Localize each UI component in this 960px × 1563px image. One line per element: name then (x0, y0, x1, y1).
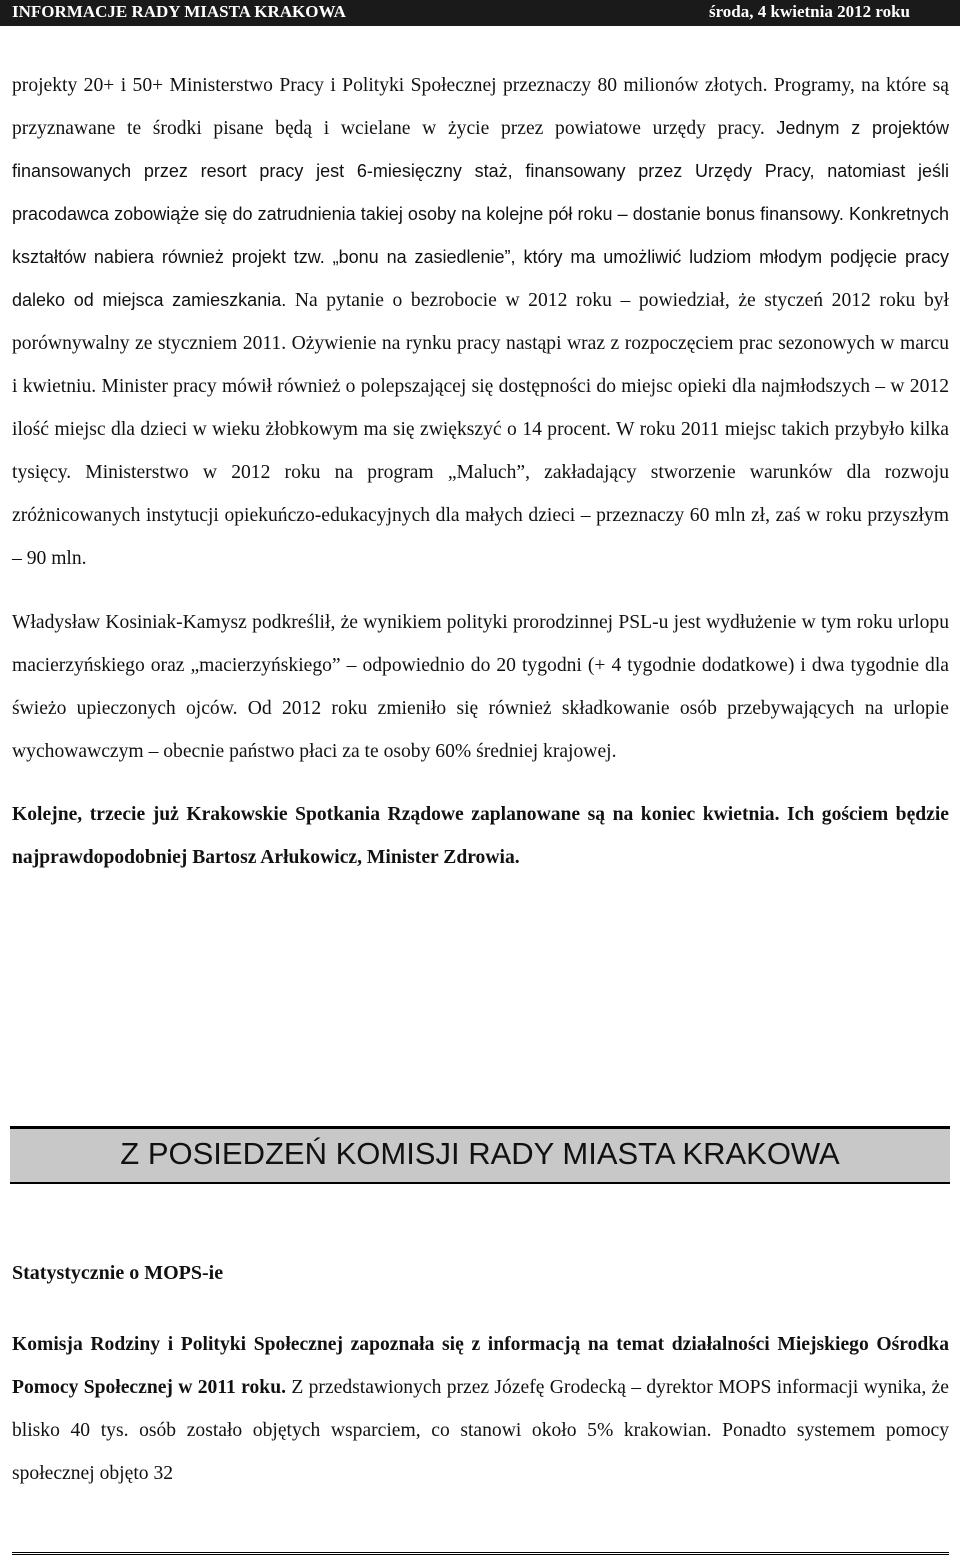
paragraph-kosiniak: Władysław Kosiniak-Kamysz podkreślił, że wynikiem polityki prorodzinnej PSL-u jest wydłużenie w tym roku urlopu macierzyńskiego oraz „macierzyńskiego” – odpowiednio do 20 tygodni (+ 4 tygodnie dodatkowe) i dwa tygodnie dla świeżo upieczonych ojców. Od 2012 roku zmieniło się również składkowanie osób przebywających na urlopie wychowawczym – obecnie państwo płaci za te osoby 60% średniej krajowej. (12, 612, 949, 762)
paragraph-ministry (12, 64, 949, 580)
paragraph-mops-rest: Z przedstawionych przez Józefę Grodecką – dyrektor MOPS informacji wynika, że blisko 40 tys. osób zostało objętych wsparciem, co stanowi około 5% krakowian. Ponadto systemem pomocy społecznej objęto 32 (12, 1377, 949, 1484)
paragraph-mops-lead: Komisja Rodziny i Polityki Społecznej zapoznała się z informacją na temat działalności Miejskiego Ośrodka Pomocy Społecznej w 2011 roku. (12, 1334, 949, 1398)
paragraph-mops (12, 1323, 949, 1495)
paragraph-ministry-part2: Jednym z projektów finansowanych przez resort pracy jest 6-miesięczny staż, finansowany przez Urzędy Pracy, natomiast jeśli pracodawca zobowiąże się do zatrudnienia takiej osoby na kolejne pół roku – dostanie bonus finansowy. Konkretnych kształtów nabiera również projekt tzw. „bonu na zasiedlenie”, który ma umożliwić ludziom młodym podjęcie pracy daleko od miejsca zamieszkania. (12, 118, 949, 310)
paragraph-ministry-part1: projekty 20+ i 50+ Ministerstwo Pracy i Polityki Społecznej przeznaczy 80 milionów złotych. Programy, na które są przyznawane te środki pisane będą i wcielane w życie przez powiatowe urzędy pracy. (12, 75, 949, 139)
section-title: Z POSIEDZEŃ KOMISJI RADY MIASTA KRAKOWA (10, 1126, 950, 1184)
footer-rule (12, 1552, 949, 1555)
paragraph-spotkania: Kolejne, trzecie już Krakowskie Spotkania Rządowe zaplanowane są na koniec kwietnia. Ich gościem będzie najprawdopodobniej Bartosz Arłukowicz, Minister Zdrowia. (12, 804, 949, 868)
article-body-mops (12, 1323, 949, 1495)
paragraph-ministry-part3: Na pytanie o bezrobocie w 2012 roku – powiedział, że styczeń 2012 roku był porównywalny ze styczniem 2011. Ożywienie na rynku pracy nastąpi wraz z rozpoczęciem prac sezonowych w marcu i kwietniu. Minister pracy mówił również o polepszającej się dostępności do miejsc opieki dla najmłodszych – w 2012 ilość miejsc dla dzieci w wieku żłobkowym ma się zwiększyć o 14 procent. W roku 2011 miejsc takich przybyło kilka tysięcy. Ministerstwo w 2012 roku na program „Maluch”, zakładający stworzenie warunków dla rozwoju zróżnicowanych instytucji opiekuńczo-edukacyjnych dla małych dzieci – przeznaczy 60 mln zł, zaś w roku przyszłym – 90 mln. (12, 290, 949, 569)
article-body (12, 64, 949, 879)
article-subtitle: Statystycznie o MOPS-ie (12, 1262, 224, 1284)
publication-title: INFORMACJE RADY MIASTA KRAKOWA (12, 2, 346, 21)
issue-date: środa, 4 kwietnia 2012 roku (708, 2, 910, 21)
page-header (0, 0, 960, 26)
